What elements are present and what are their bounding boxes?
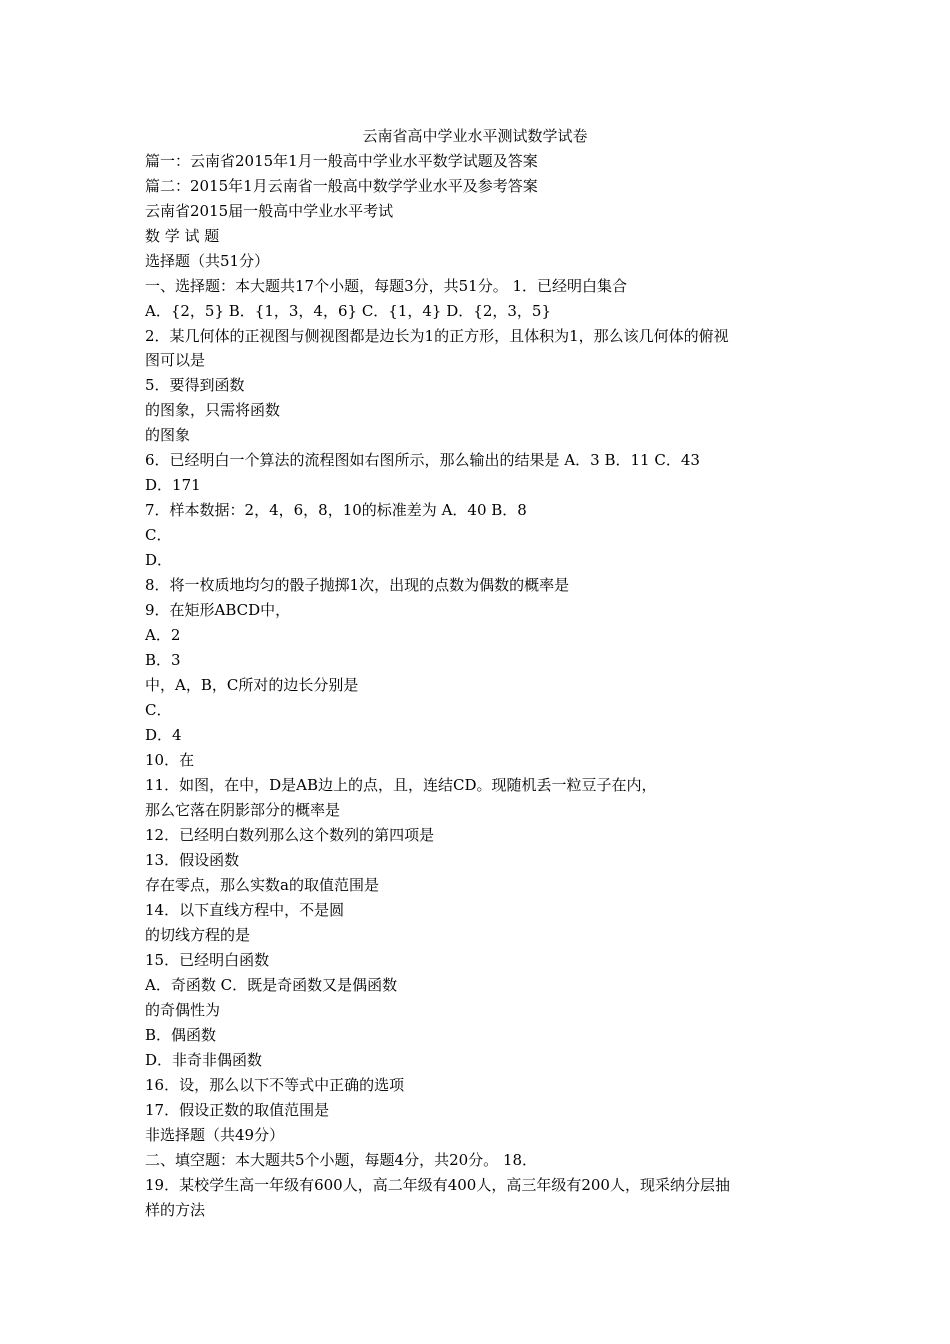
body-line: 的奇偶性为 — [145, 1001, 221, 1019]
body-line: B．3 — [145, 651, 181, 669]
body-line: D．171 — [145, 476, 201, 494]
body-line: 的图象，只需将函数 — [145, 401, 281, 419]
body-line: 篇一：云南省2015年1月一般高中学业水平数学试题及答案 — [145, 152, 538, 170]
body-line: 17．假设正数的取值范围是 — [145, 1101, 330, 1119]
body-line: 那么它落在阴影部分的概率是 — [145, 801, 341, 819]
body-line: 6．已经明白一个算法的流程图如右图所示，那么输出的结果是 A．3 B．11 C．43 — [145, 451, 700, 469]
body-line: 7．样本数据：2，4，6，8，10的标准差为 A．40 B．8 — [145, 501, 527, 519]
body-line: D． — [145, 551, 173, 569]
body-line: 2．某几何体的正视图与侧视图都是边长为1的正方形，且体积为1，那么该几何体的俯视 — [145, 327, 729, 345]
body-line: 篇二：2015年1月云南省一般高中数学学业水平及参考答案 — [145, 177, 538, 195]
body-line: B．偶函数 — [145, 1026, 217, 1044]
body-line: 选择题（共51分） — [145, 252, 270, 270]
body-line: 10．在 — [145, 751, 195, 769]
body-line: C． — [145, 701, 172, 719]
body-line: A．{2，5} B．{1，3，4，6} C．{1，4} D．{2，3，5} — [145, 302, 551, 320]
body-line: 样的方法 — [145, 1201, 206, 1219]
body-line: A．2 — [145, 626, 181, 644]
body-line: 数 学 试 题 — [145, 227, 220, 245]
document-title: 云南省高中学业水平测试数学试卷 — [362, 127, 588, 145]
body-line: 19．某校学生高一年级有600人，高二年级有400人，高三年级有200人，现采纳分层抽 — [145, 1176, 730, 1194]
body-line: 11．如图，在中，D是AB边上的点，且，连结CD。现随机丢一粒豆子在内， — [145, 776, 657, 794]
body-line: 15．已经明白函数 — [145, 951, 270, 969]
body-line: 的图象 — [145, 426, 191, 444]
body-line: A．奇函数 C．既是奇函数又是偶函数 — [145, 976, 398, 994]
body-line: D．4 — [145, 726, 182, 744]
body-line: 中，A，B，C所对的边长分别是 — [145, 676, 359, 694]
body-line: 非选择题（共49分） — [145, 1126, 285, 1144]
body-line: 13．假设函数 — [145, 851, 240, 869]
body-line: 存在零点，那么实数a的取值范围是 — [145, 876, 379, 894]
body-line: 图可以是 — [145, 351, 206, 369]
body-line: C． — [145, 526, 172, 544]
body-line: 16．设，那么以下不等式中正确的选项 — [145, 1076, 405, 1094]
body-line: 14．以下直线方程中，不是圆 — [145, 901, 345, 919]
body-line: 二、填空题：本大题共5个小题，每题4分，共20分。 18． — [145, 1151, 538, 1169]
body-line: 云南省2015届一般高中学业水平考试 — [145, 202, 394, 220]
body-line: 9．在矩形ABCD中， — [145, 601, 291, 619]
body-line: 12．已经明白数列那么这个数列的第四项是 — [145, 826, 435, 844]
body-line: 的切线方程的是 — [145, 926, 251, 944]
body-line: 一、选择题：本大题共17个小题，每题3分，共51分。 1．已经明白集合 — [145, 277, 628, 295]
body-line: 5．要得到函数 — [145, 376, 245, 394]
body-line: 8．将一枚质地均匀的骰子抛掷1次，出现的点数为偶数的概率是 — [145, 576, 570, 594]
body-line: D．非奇非偶函数 — [145, 1051, 263, 1069]
